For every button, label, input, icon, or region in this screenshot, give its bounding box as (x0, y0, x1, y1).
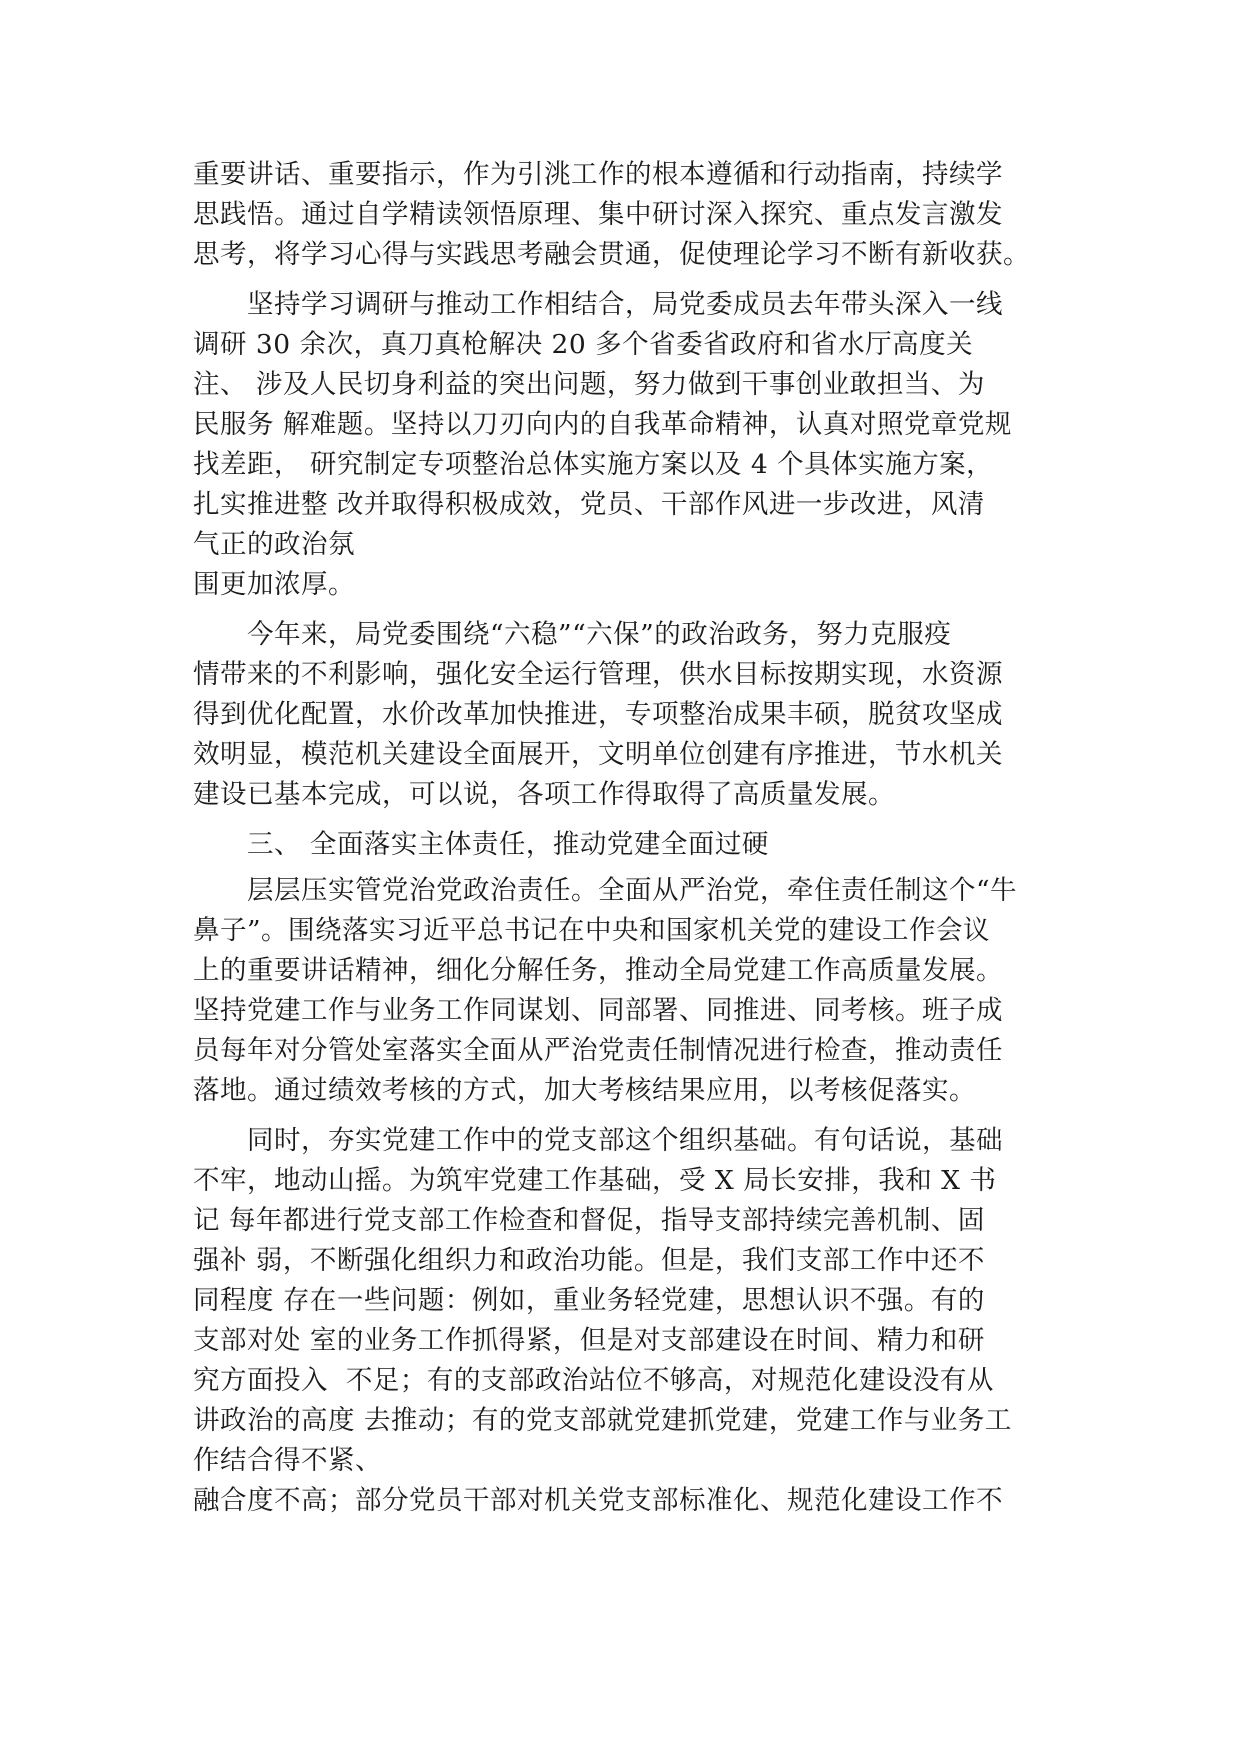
text-line: 注、 涉及人民切身利益的突出问题，努力做到干事创业敢担当、为 (193, 369, 985, 400)
text-line: 同时，夯实党建工作中的党支部这个组织基础。有句话说，基础 (193, 1125, 1003, 1156)
text-line: 找差距， 研究制定专项整治总体实施方案以及 4 个具体实施方案， (193, 449, 994, 480)
text-line: 建设已基本完成，可以说，各项工作得取得了高质量发展。 (193, 779, 895, 810)
text-line: 得到优化配置，水价改革加快推进，专项整治成果丰硕，脱贫攻坚成 (193, 699, 1003, 730)
text-line: 支部对处 室的业务工作抓得紧，但是对支部建设在时间、精力和研 (193, 1325, 985, 1356)
text-line: 扎实推进整 改并取得积极成效，党员、干部作风进一步改进，风清 (193, 489, 985, 520)
text-line: 强补 弱，不断强化组织力和政治功能。但是，我们支部工作中还不 (193, 1245, 985, 1276)
text-line: 围更加浓厚。 (193, 569, 355, 600)
text-line: 作结合得不紧、 (193, 1445, 382, 1476)
text-line: 情带来的不利影响，强化安全运行管理，供水目标按期实现，水资源 (193, 659, 1003, 690)
text-line: 思考，将学习心得与实践思考融会贯通，促使理论学习不断有新收获。 (193, 239, 1030, 270)
document-body (193, 155, 1053, 1521)
text-line: 员每年对分管处室落实全面从严治党责任制情况进行检查，推动责任 (193, 1035, 1003, 1066)
text-line: 融合度不高；部分党员干部对机关党支部标准化、规范化建设工作不 (193, 1485, 1003, 1516)
paragraph (193, 1121, 1053, 1521)
text-line: 鼻子”。围绕落实习近平总书记在中央和国家机关党的建设工作会议 (193, 915, 991, 946)
text-line: 不牢，地动山摇。为筑牢党建工作基础，受 X 局长安排，我和 X 书 (193, 1165, 997, 1196)
text-line: 调研 30 余次，真刀真枪解决 20 多个省委省政府和省水厅高度关 (193, 329, 974, 360)
heading-line: 三、 全面落实主体责任，推动党建全面过硬 (193, 829, 769, 860)
text-line: 思践悟。通过自学精读领悟原理、集中研讨深入探究、重点发言激发 (193, 199, 1003, 230)
text-line: 效明显，模范机关建设全面展开，文明单位创建有序推进，节水机关 (193, 739, 1003, 770)
paragraph (193, 285, 1053, 605)
text-line: 气正的政治氛 (193, 529, 355, 560)
text-line: 同程度 存在一些问题：例如，重业务轻党建，思想认识不强。有的 (193, 1285, 985, 1316)
text-line: 落地。通过绩效考核的方式，加大考核结果应用，以考核促落实。 (193, 1075, 976, 1106)
text-line: 记 每年都进行党支部工作检查和督促，指导支部持续完善机制、固 (193, 1205, 985, 1236)
text-line: 讲政治的高度 去推动；有的党支部就党建抓党建，党建工作与业务工 (193, 1405, 1012, 1436)
text-line: 上的重要讲话精神，细化分解任务，推动全局党建工作高质量发展。 (193, 955, 1003, 986)
paragraph (193, 871, 1053, 1111)
text-line: 究方面投入 不足；有的支部政治站位不够高，对规范化建设没有从 (193, 1365, 994, 1396)
text-line: 坚持学习调研与推动工作相结合，局党委成员去年带头深入一线 (193, 289, 1003, 320)
text-line: 重要讲话、重要指示，作为引洮工作的根本遵循和行动指南，持续学 (193, 159, 1003, 190)
text-line: 今年来，局党委围绕“六稳”“六保”的政治政务，努力克服疫 (193, 619, 952, 650)
paragraph (193, 155, 1053, 275)
text-line: 层层压实管党治党政治责任。全面从严治党，牵住责任制这个“牛 (193, 875, 1018, 906)
paragraph (193, 615, 1053, 815)
text-line: 坚持党建工作与业务工作同谋划、同部署、同推进、同考核。班子成 (193, 995, 1003, 1026)
text-line: 民服务 解难题。坚持以刀刃向内的自我革命精神，认真对照党章党规 (193, 409, 1012, 440)
section-heading (193, 825, 1053, 865)
